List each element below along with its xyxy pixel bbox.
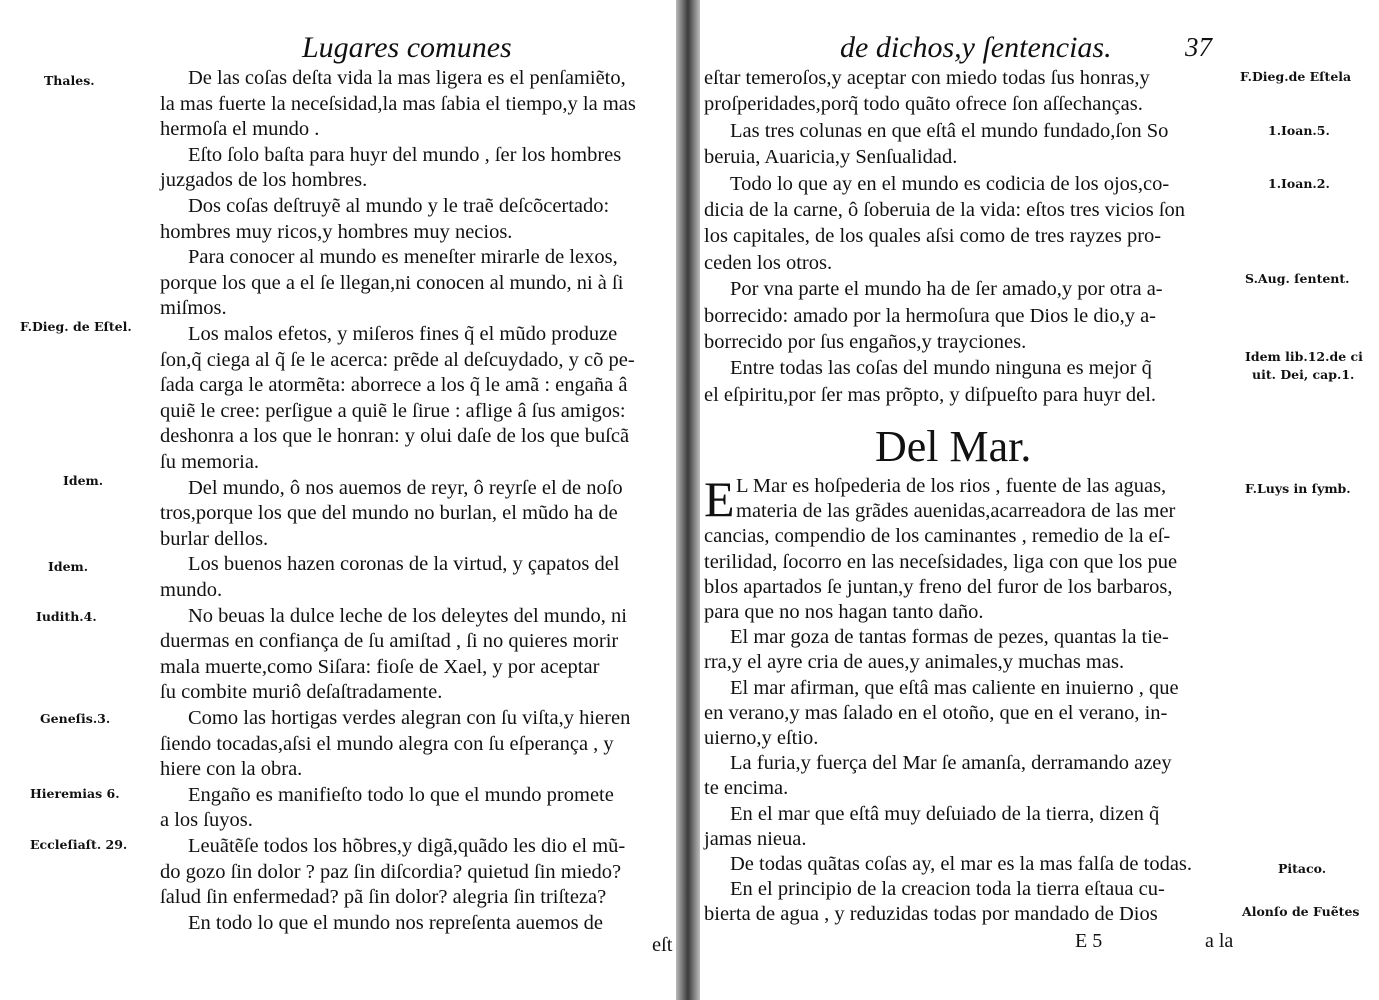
marginal-note: Idem. xyxy=(48,559,89,574)
marginal-note: Idem. xyxy=(63,473,104,488)
text-line: Del mundo, ô nos auemos de reyr, ô reyrſe el de noſo xyxy=(188,476,623,499)
marginal-note: F.Luys in ſymb. xyxy=(1245,481,1351,496)
signature-mark: E 5 xyxy=(1075,930,1103,952)
text-line: hermoſa el mundo . xyxy=(160,118,320,141)
left-running-head: Lugares comunes xyxy=(302,31,512,64)
text-line: ceden los otros. xyxy=(704,251,833,274)
book-gutter xyxy=(676,0,700,1000)
text-line: los capitales, de los quales aſsi como de tres rayzes pro- xyxy=(704,225,1162,248)
text-line: mundo. xyxy=(160,579,223,601)
text-line: juzgados de los hombres. xyxy=(160,169,368,192)
text-line: ſon,q̃ ciega al q̃ ſe le acerca: prẽde al deſcuydado, y cõ pe- xyxy=(160,348,635,371)
text-line: El mar goza de tantas formas de pezes, quantas la tie- xyxy=(730,626,1169,649)
text-line: bierta de agua , y reduzidas todas por mandado de Dios xyxy=(704,903,1158,926)
text-line: burlar dellos. xyxy=(160,527,269,550)
text-line: duermas en confiança de ſu amiſtad , ſi no quieres morir xyxy=(160,630,619,653)
text-line: borrecido: amado por la hermoſura que Dios le dio,y a- xyxy=(704,304,1156,327)
text-line: No beuas la dulce leche de los deleytes del mundo, ni xyxy=(188,604,627,627)
text-line: para que no nos hagan tanto daño. xyxy=(704,601,984,623)
marginal-note: Iudith.4. xyxy=(36,609,97,624)
text-line: ſu memoria. xyxy=(160,451,260,473)
right-page xyxy=(700,0,1379,1000)
text-line: De las coſas deſta vida la mas ligera es el penſamiẽto, xyxy=(188,67,626,89)
marginal-note: Idem lib.12.de ci xyxy=(1245,349,1363,364)
text-line: ſu combite muriô deſaſtradamente. xyxy=(160,681,443,704)
text-line: En el mar que eſtâ muy deſuiado de la tierra, dizen q̃ xyxy=(730,802,1160,825)
text-line: ſiendo tocadas,aſsi el mundo alegra con ſu eſperança , y xyxy=(160,732,614,755)
text-line: miſmos. xyxy=(160,297,227,320)
text-line: eſtar temeroſos,y aceptar con miedo todas ſus honras,y xyxy=(704,67,1150,89)
text-line: en verano,y mas ſalado en el otoño, que en el verano, in- xyxy=(704,701,1168,724)
left-page xyxy=(0,0,676,1000)
text-line: uierno,y eſtio. xyxy=(704,727,819,749)
text-line: Engaño es manifieſto todo lo que el mundo promete xyxy=(188,783,614,806)
text-line: Los buenos hazen coronas de la virtud, y çapatos del xyxy=(188,553,620,576)
text-line: hiere con la obra. xyxy=(160,758,303,781)
text-line: Leuãtẽſe todos los hõbres,y digã,quãdo les dio el mũ- xyxy=(188,835,626,857)
text-line: beruia, Auaricia,y Senſualidad. xyxy=(704,146,958,169)
text-line: borrecido por ſus engaños,y trayciones. xyxy=(704,331,1027,353)
folio-number: 37 xyxy=(1185,32,1212,62)
text-line: ſada carga le atormẽta: aborrece a los q̃ le amã : engaña â xyxy=(160,374,628,397)
marginal-note: Alonſo de Fuẽtes xyxy=(1242,904,1360,919)
marginal-note: F.Dieg.de Eſtela xyxy=(1240,69,1352,84)
text-line: Para conocer al mundo es meneſter mirarle de lexos, xyxy=(188,246,618,269)
text-line: En el principio de la creacion toda la tierra eſtaua cu- xyxy=(730,878,1165,901)
text-line: Las tres colunas en que eſtâ el mundo fundado,ſon So xyxy=(730,119,1169,142)
text-line: materia de las grãdes auenidas,acarreadora de las mer xyxy=(736,500,1176,523)
text-line: la mas fuerte la neceſsidad,la mas ſabia el tiempo,y la mas xyxy=(160,92,636,115)
text-line: a los ſuyos. xyxy=(160,809,253,832)
text-line: te encima. xyxy=(704,777,789,800)
text-line: do gozo ſin dolor ? paz ſin diſcordia? quietud ſin miedo? xyxy=(160,860,622,883)
text-line: quiẽ le cree: perſigue a quiẽ le ſirue : aflige â ſus amigos: xyxy=(160,399,626,422)
marginal-note: Thales. xyxy=(44,73,95,88)
marginal-note: Hieremias 6. xyxy=(30,786,120,801)
text-line: el eſpiritu,por ſer mas prõpto, y diſpueſto para huyr del. xyxy=(704,383,1157,406)
marginal-note: Eccleſiaſt. 29. xyxy=(30,837,128,852)
text-line: terilidad, ſocorro en las neceſsidades, liga con que los pue xyxy=(704,550,1178,573)
text-line: Entre todas las coſas del mundo ninguna es mejor q̃ xyxy=(730,357,1152,380)
marginal-note: 1.Ioan.5. xyxy=(1268,123,1330,138)
text-line: Eſto ſolo baſta para huyr del mundo , ſer los hombres xyxy=(188,143,622,166)
marginal-note: uit. Dei, cap.1. xyxy=(1252,367,1355,382)
text-line: ſalud ſin enfermedad? pã ſin dolor? alegria ſin triſteza? xyxy=(160,886,607,909)
text-line: En todo lo que el mundo nos repreſenta auemos de xyxy=(188,911,604,934)
text-line: cancias, compendio de los caminantes , remedio de la eſ- xyxy=(704,525,1171,548)
text-line: Por vna parte el mundo ha de ſer amado,y por otra a- xyxy=(730,278,1163,301)
marginal-note: Pitaco. xyxy=(1278,861,1327,876)
marginal-note: F.Dieg. de Eſtel. xyxy=(20,319,132,334)
drop-cap: E xyxy=(704,471,735,527)
text-line: La furia,y fuerça del Mar ſe amanſa, derramando azey xyxy=(730,752,1172,775)
text-line: Los malos efetos, y miſeros fines q̃ el mũdo produze xyxy=(188,323,618,345)
marginal-note: 1.Ioan.2. xyxy=(1268,176,1330,191)
text-line: porque los que a el ſe llegan,ni conocen al mundo, ni à ſi xyxy=(160,271,624,294)
text-line: L Mar es hoſpederia de los rios , fuente de las aguas, xyxy=(736,475,1167,497)
left-catch-fragment: eſt xyxy=(652,934,673,956)
text-line: Dos coſas deſtruyẽ al mundo y le traẽ deſcõcertado: xyxy=(188,195,610,217)
text-line: El mar afirman, que eſtâ mas caliente en inuierno , que xyxy=(730,676,1179,699)
text-line: Como las hortigas verdes alegran con ſu viſta,y hieren xyxy=(188,707,631,729)
text-line: tros,porque los que del mundo no burlan, el mũdo ha de xyxy=(160,502,618,525)
text-line: hombres muy ricos,y hombres muy necios. xyxy=(160,220,513,243)
text-line: jamas nieua. xyxy=(704,827,807,850)
text-line: rra,y el ayre cria de aues,y animales,y muchas mas. xyxy=(704,651,1125,674)
text-line: proſperidades,porq̃ todo quãto ofrece ſon aſſechanças. xyxy=(704,93,1143,116)
text-line: deshonra a los que le honran: y olui daſe de los que buſcã xyxy=(160,425,630,448)
text-line: blos apartados ſe juntan,y freno del furor de los barbaros, xyxy=(704,575,1173,598)
text-line: Todo lo que ay en el mundo es codicia de los ojos,co- xyxy=(730,172,1170,195)
text-line: mala muerte,como Siſara: fioſe de Xael, y por aceptar xyxy=(160,655,600,678)
text-line: dicia de la carne, ô ſoberuia de la vida: eſtos tres vicios ſon xyxy=(704,199,1186,221)
marginal-note: S.Aug. ſentent. xyxy=(1245,271,1350,286)
marginal-note: Geneſis.3. xyxy=(40,711,111,726)
section-title: Del Mar. xyxy=(875,422,1032,471)
catchword: a la xyxy=(1205,930,1234,952)
text-line: De todas quãtas coſas ay, el mar es la mas falſa de todas. xyxy=(730,853,1193,875)
right-running-head: de dichos,y ſentencias. xyxy=(840,31,1112,64)
